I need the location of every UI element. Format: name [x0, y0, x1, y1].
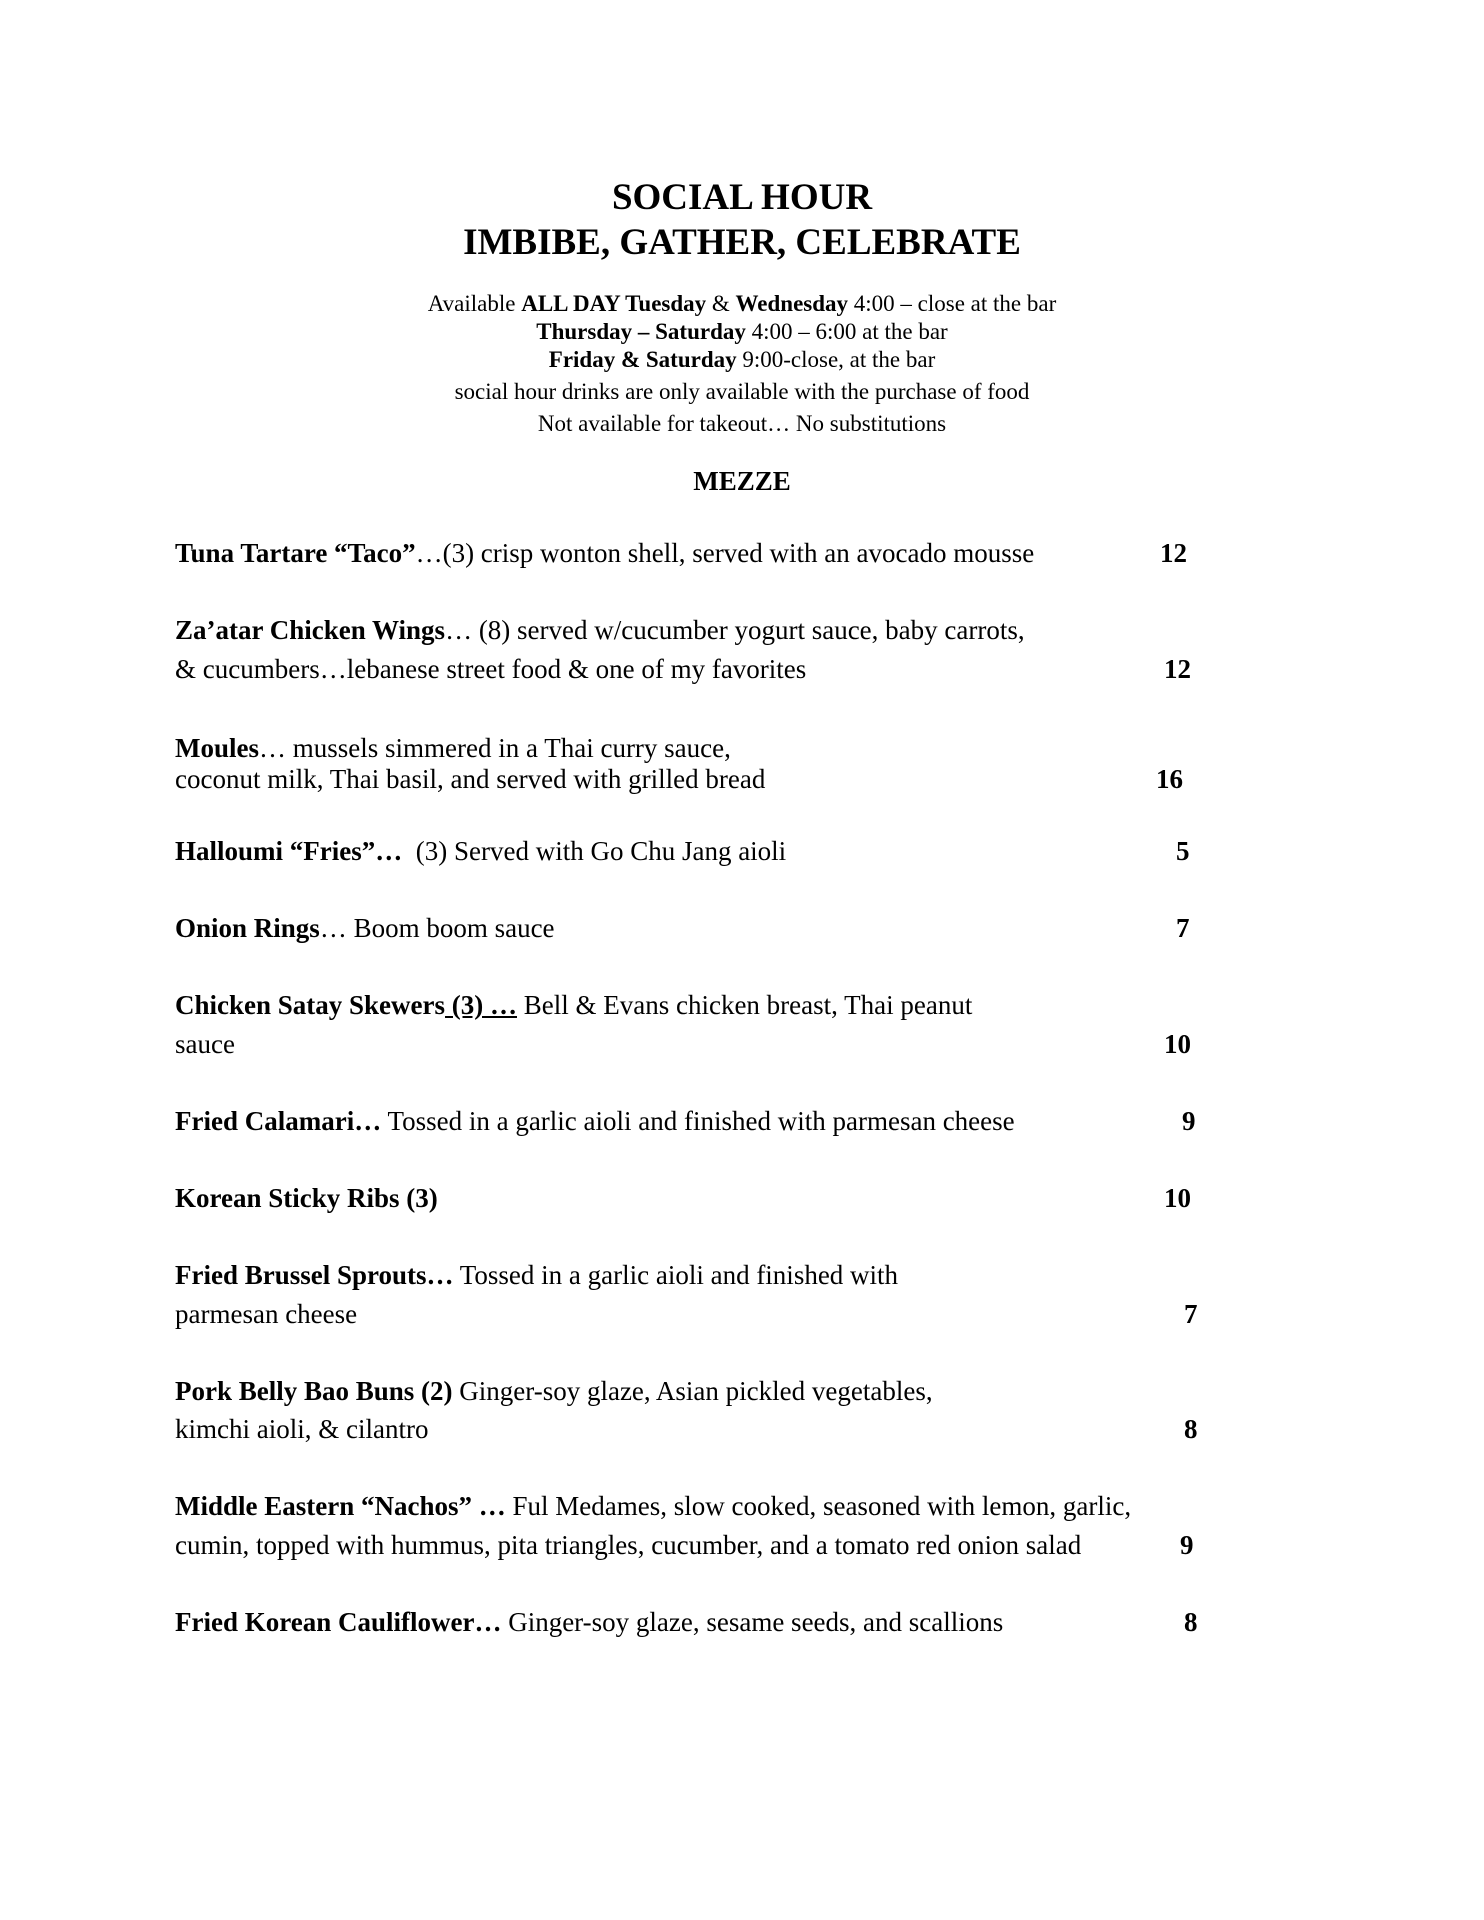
- item-name: Middle Eastern “Nachos” …: [175, 1491, 506, 1521]
- availability-line-2: [0, 318, 1484, 346]
- item-name: Korean Sticky Ribs (3): [175, 1183, 438, 1213]
- item-description: Ful Medames, slow cooked, seasoned with lemon, garlic,: [505, 1491, 1132, 1521]
- item-price: 10: [1164, 1183, 1191, 1213]
- item-price: 12: [1160, 538, 1187, 568]
- page-title: SOCIAL HOUR: [611, 177, 873, 218]
- item-price: 8: [1184, 1414, 1198, 1444]
- item-description: Ginger-soy glaze, Asian pickled vegetables,: [452, 1376, 933, 1406]
- section-title-mezze: MEZZE: [693, 466, 791, 496]
- item-price: 7: [1176, 913, 1190, 943]
- item-description: … mussels simmered in a Thai curry sauce,: [259, 733, 731, 763]
- item-name: Fried Calamari…: [175, 1106, 382, 1136]
- item-description-line-2: parmesan cheese: [175, 1299, 358, 1329]
- item-price: 9: [1180, 1530, 1194, 1560]
- item-price: 12: [1164, 654, 1191, 684]
- item-price: 5: [1176, 836, 1190, 866]
- item-name: Za’atar Chicken Wings: [175, 615, 446, 645]
- menu-item: [175, 1372, 933, 1411]
- item-name: Tuna Tartare “Taco”: [175, 538, 416, 568]
- item-price: 10: [1164, 1029, 1191, 1059]
- menu-item: [175, 1102, 1015, 1141]
- item-name-extra: (3) …: [445, 990, 517, 1020]
- menu-item: [175, 534, 1034, 573]
- takeout-note: Not available for takeout… No substitutions: [537, 411, 947, 436]
- menu-item: [175, 611, 1025, 650]
- item-name: Halloumi “Fries”…: [175, 836, 403, 866]
- menu-item: [175, 986, 972, 1025]
- item-description-line-2: kimchi aioli, & cilantro: [175, 1414, 429, 1444]
- item-description-line-2: & cucumbers…lebanese street food & one of my favorites: [175, 654, 807, 684]
- item-name: Chicken Satay Skewers: [175, 990, 446, 1020]
- availability-days-2: Wednesday: [735, 291, 849, 316]
- item-description: … Boom boom sauce: [319, 913, 555, 943]
- item-price: 16: [1156, 764, 1183, 794]
- item-description: Tossed in a garlic aioli and finished with: [453, 1260, 899, 1290]
- item-description: Bell & Evans chicken breast, Thai peanut: [517, 990, 973, 1020]
- availability-line-3: [0, 346, 1484, 374]
- menu-item: [175, 909, 555, 948]
- item-name: Pork Belly Bao Buns (2): [175, 1376, 453, 1406]
- item-name: Moules: [175, 733, 259, 763]
- menu-item: [175, 1179, 438, 1218]
- item-price: 9: [1182, 1106, 1196, 1136]
- item-description-line-2: cumin, topped with hummus, pita triangles, cucumber, and a tomato red onion salad: [175, 1530, 1082, 1560]
- food-purchase-note: social hour drinks are only available with the purchase of food: [454, 379, 1030, 404]
- availability-days-3: Thursday – Saturday: [536, 319, 746, 344]
- availability-amp: &: [706, 291, 736, 316]
- item-name: Onion Rings: [175, 913, 320, 943]
- item-price: 8: [1184, 1607, 1198, 1637]
- item-description: (3) Served with Go Chu Jang aioli: [402, 836, 787, 866]
- availability-prefix: Available: [427, 291, 522, 316]
- page-subtitle: IMBIBE, GATHER, CELEBRATE: [463, 222, 1021, 263]
- item-description: … (8) served w/cucumber yogurt sauce, baby carrots,: [445, 615, 1025, 645]
- availability-line-1: [0, 290, 1484, 318]
- menu-item: [175, 1603, 1003, 1642]
- item-description: Ginger-soy glaze, sesame seeds, and scallions: [501, 1607, 1004, 1637]
- item-description: …(3) crisp wonton shell, served with an avocado mousse: [415, 538, 1035, 568]
- menu-item: [175, 1487, 1131, 1526]
- item-name: Fried Korean Cauliflower…: [175, 1607, 502, 1637]
- availability-hours-2: 4:00 – 6:00 at the bar: [745, 319, 948, 344]
- availability-hours-3: 9:00-close, at the bar: [736, 347, 936, 372]
- item-description-line-2: coconut milk, Thai basil, and served with grilled bread: [175, 764, 766, 794]
- availability-days-4: Friday & Saturday: [548, 347, 737, 372]
- item-description: Tossed in a garlic aioli and finished with parmesan cheese: [381, 1106, 1015, 1136]
- item-name: Fried Brussel Sprouts…: [175, 1260, 454, 1290]
- availability-hours-1: 4:00 – close at the bar: [848, 291, 1057, 316]
- item-price: 7: [1184, 1299, 1198, 1329]
- item-description-line-2: sauce: [175, 1029, 235, 1059]
- menu-item: [175, 1256, 898, 1295]
- availability-days-1: ALL DAY Tuesday: [521, 291, 707, 316]
- menu-item: [175, 832, 786, 871]
